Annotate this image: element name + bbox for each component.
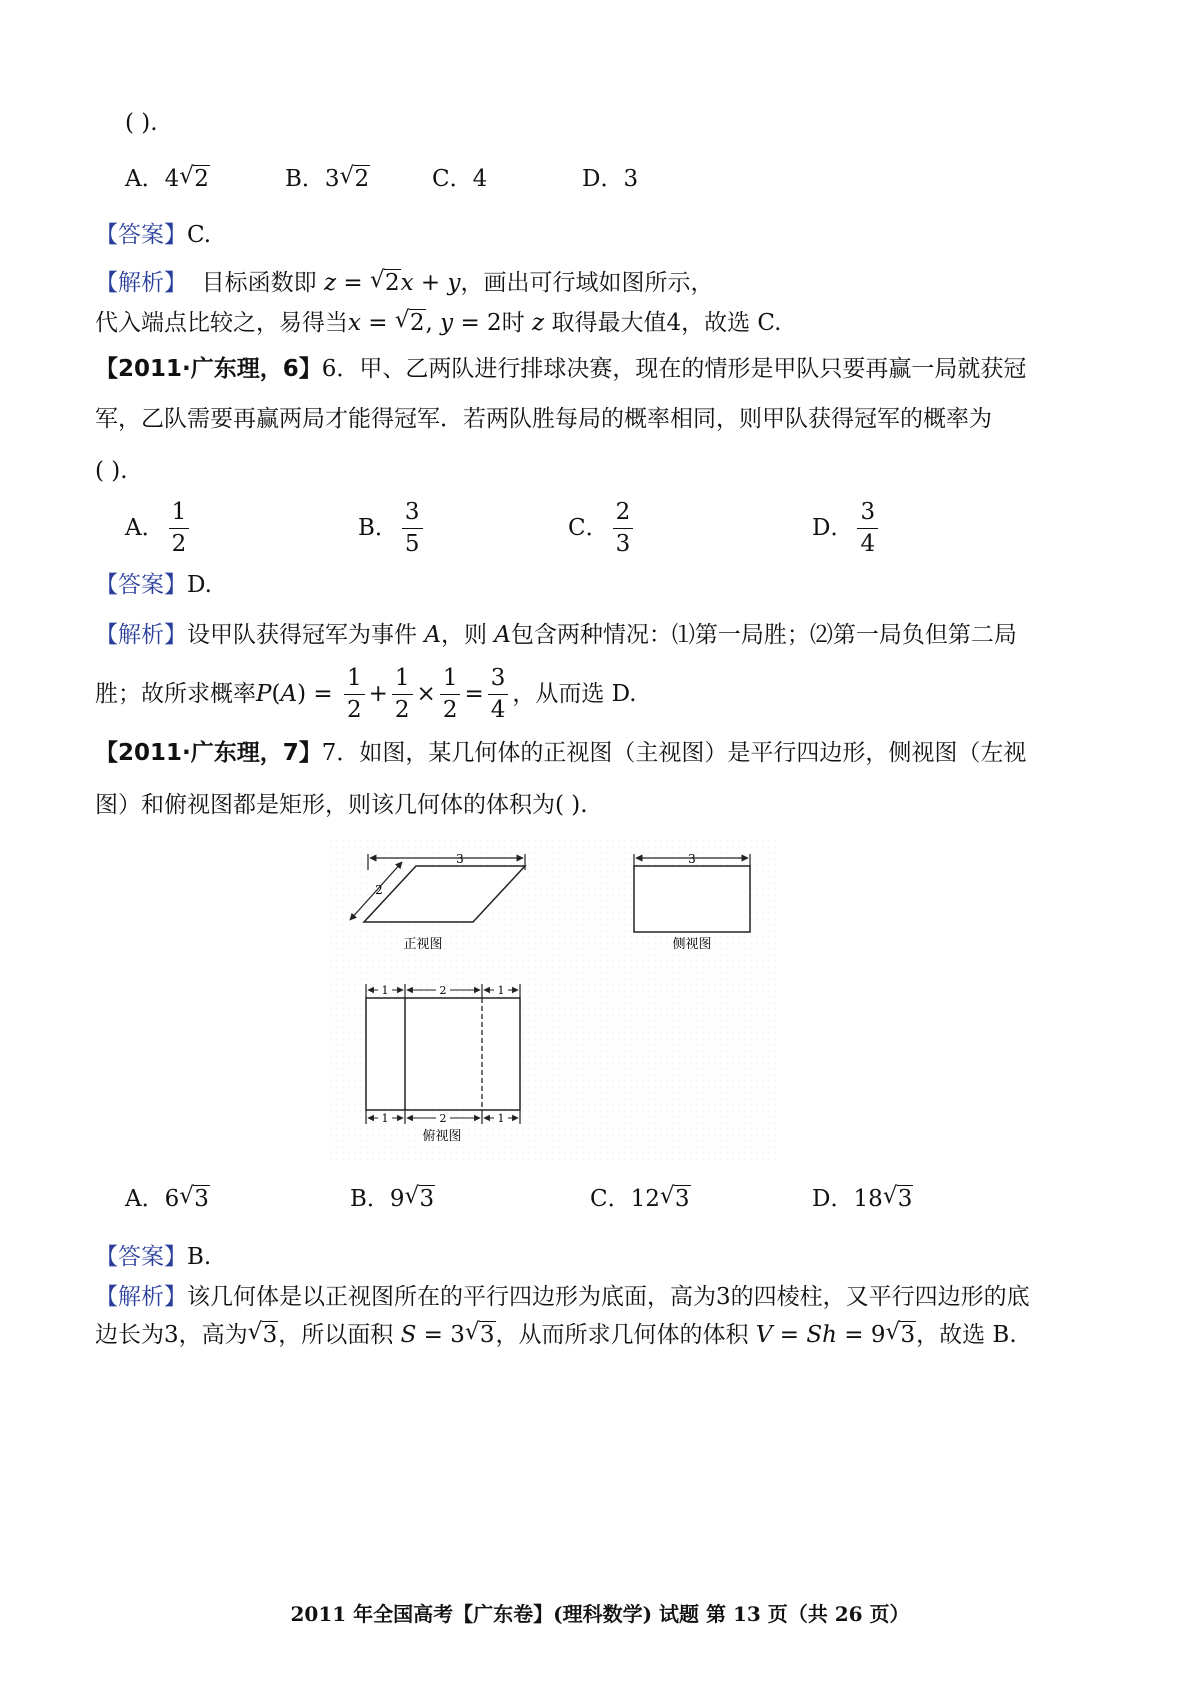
q5-answer: 【答案】C. (95, 222, 212, 248)
top-view (366, 984, 520, 1144)
svg-text:3: 3 (456, 852, 464, 866)
q7-analysis-line1: 【解析】该几何体是以正视图所在的平行四边形为底面，高为3的四棱柱，又平行四边形的底 (95, 1284, 1030, 1310)
svg-text:3: 3 (688, 852, 696, 866)
q6-option-b: B． $\frac{3}{5}$ (358, 500, 427, 558)
q5-option-d: D．3 (582, 166, 639, 192)
q7-analysis-line2: 边长为3，高为√ 3，所以面积 S = 3√ 3，从而所求几何体的体积 V = Sh = 9√ 3，故选 B. (95, 1324, 1017, 1347)
q5-option-c: C．4 (432, 166, 488, 192)
q6-analysis-line2: 胜；故所求概率P(A) = $\frac{1}{2}$ + $\frac{1}{2}$ × $\frac{1}{2}$ = $\frac{3}{4}$ ，从而选 D. (95, 665, 637, 724)
svg-text:1: 1 (381, 984, 389, 997)
svg-text:1: 1 (381, 1112, 389, 1125)
q7-stem-line1: 【2011·广东理，7】7．如图，某几何体的正视图（主视图）是平行四边形，侧视图（左视 (95, 740, 1027, 766)
q5-analysis-line1: 【解析】 目标函数即 z = √ 2x + y，画出可行域如图所示， (95, 272, 714, 295)
q5-analysis-line2: 代入端点比较之，易得当x = √ 2, y = 2时 z 取得最大值4，故选 C. (95, 312, 781, 335)
page-footer: 2011 年全国高考【广东卷】(理科数学) 试题 第 13 页（共 26 页） (290, 1602, 910, 1626)
svg-text:1: 1 (497, 984, 505, 997)
q5-option-b: B．3√ 2 (285, 168, 370, 191)
front-view-label: 正视图 (403, 937, 443, 952)
q6-answer-paren: ( ). (95, 458, 128, 484)
q7-option-b: B．9√ 3 (350, 1188, 435, 1211)
three-view-figure (330, 840, 780, 1160)
q6-option-d: D． $\frac{3}{4}$ (812, 500, 882, 558)
q7-stem-line2: 图）和俯视图都是矩形，则该几何体的体积为( ). (95, 792, 588, 818)
svg-text:2: 2 (439, 1112, 447, 1125)
q5-answer-paren: ( ). (125, 110, 158, 136)
q6-answer: 【答案】D. (95, 572, 212, 598)
side-view-label: 侧视图 (672, 937, 712, 952)
svg-text:1: 1 (497, 1112, 505, 1125)
q6-option-c: C． $\frac{2}{3}$ (568, 500, 637, 558)
top-view-label: 俯视图 (422, 1129, 462, 1144)
q6-option-a: A． $\frac{1}{2}$ (125, 500, 193, 558)
q6-stem-line2: 军，乙队需要再赢两局才能得冠军．若两队胜每局的概率相同，则甲队获得冠军的概率为 (95, 406, 992, 432)
q6-stem-line1: 【2011·广东理，6】6．甲、乙两队进行排球决赛，现在的情形是甲队只要再赢一局就获冠 (95, 356, 1027, 382)
q7-option-c: C．12√ 3 (590, 1188, 691, 1211)
q7-option-a: A．6√ 3 (125, 1188, 210, 1211)
q7-option-d: D．18√ 3 (812, 1188, 913, 1211)
q6-analysis-line1: 【解析】设甲队获得冠军为事件 A，则 A包含两种情况：⑴第一局胜；⑵第一局负但第二局 (95, 622, 1017, 648)
q7-answer: 【答案】B. (95, 1244, 212, 1270)
svg-text:2: 2 (439, 984, 447, 997)
svg-text:2: 2 (375, 883, 383, 897)
q5-option-a: A．4√ 2 (125, 168, 210, 191)
